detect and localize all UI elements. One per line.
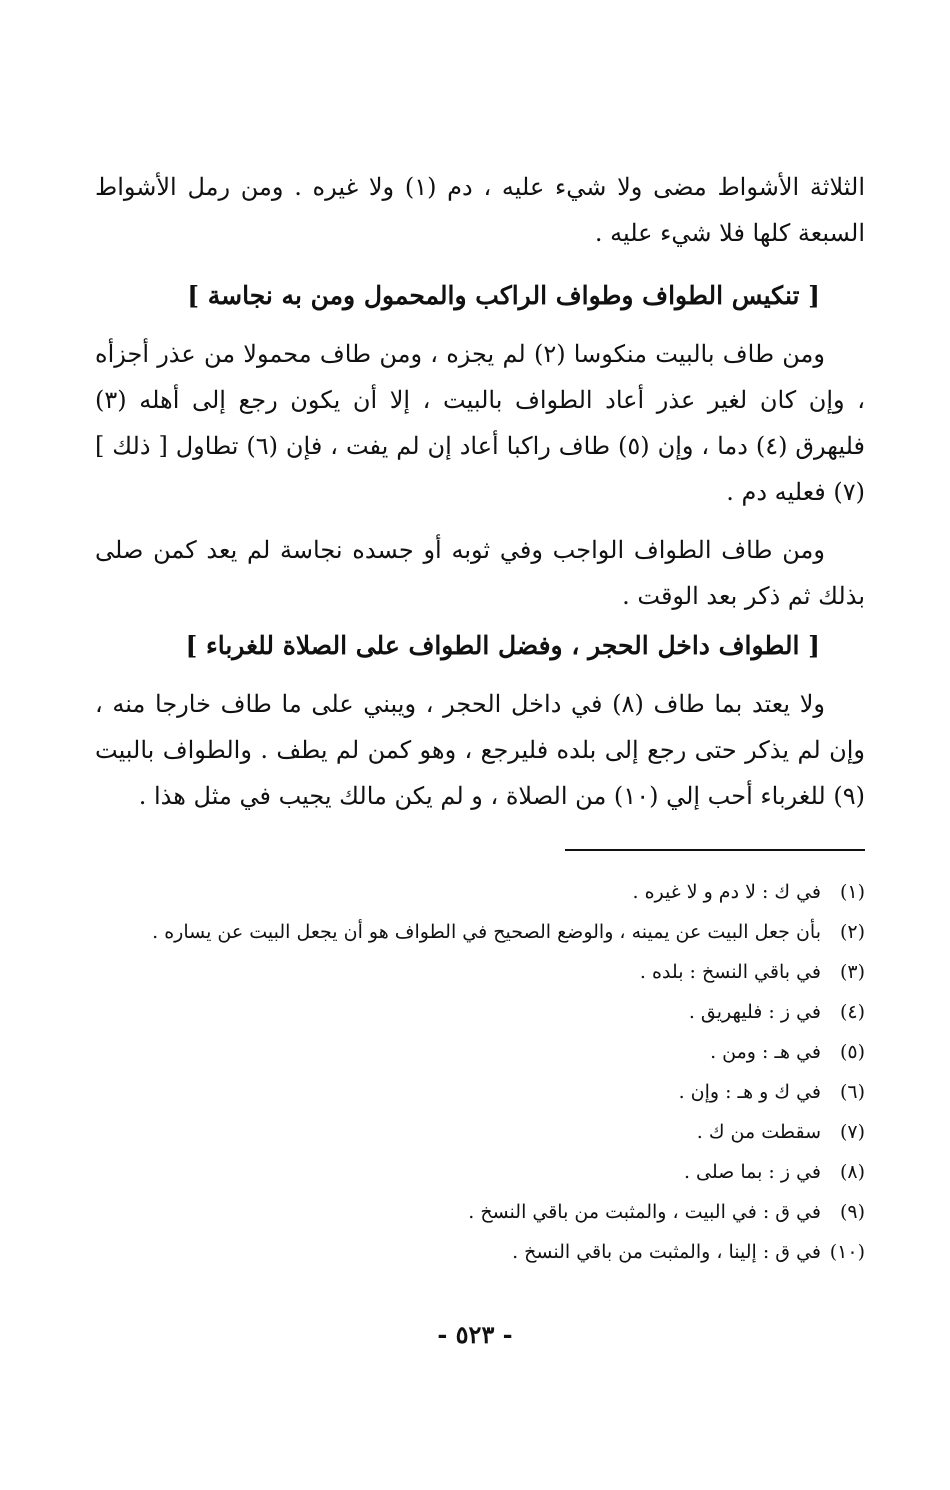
section-heading: [ الطواف داخل الحجر ، وفضل الطواف على الصلاة للغرباء ] — [185, 631, 820, 660]
footnote — [95, 912, 865, 952]
footnote-text: في ق : إلينا ، والمثبت من باقي النسخ . — [512, 1241, 821, 1263]
section-heading: [ تنكيس الطواف وطواف الراكب والمحمول ومن به نجاسة ] — [187, 281, 820, 310]
footnote-number: (٩) — [839, 1201, 865, 1223]
body-section-2 — [95, 331, 865, 619]
footnote-text: في ق : في البيت ، والمثبت من باقي النسخ . — [468, 1201, 821, 1223]
footnote-text: في باقي النسخ : بلده . — [639, 961, 821, 983]
footnotes-list — [95, 872, 865, 1272]
footnote-number: (١٠) — [829, 1241, 865, 1263]
footnote — [95, 1192, 865, 1232]
page-number: - ٥٢٣ - — [437, 1320, 513, 1349]
footnote-text: بأن جعل البيت عن يمينه ، والوضع الصحيح في الطواف هو أن يجعل البيت عن يساره . — [152, 921, 821, 943]
footnote-number: (٥) — [839, 1041, 865, 1063]
footnote-text: في ز : بما صلى . — [683, 1161, 821, 1183]
footnote-number: (٦) — [839, 1081, 865, 1103]
footnote-text: في ك و هـ : وإن . — [678, 1081, 821, 1103]
footnote — [95, 1232, 865, 1272]
footnote — [95, 1072, 865, 1112]
footnote — [95, 992, 865, 1032]
footnote-number: (٨) — [839, 1161, 865, 1183]
footnote-text: في ز : فليهريق . — [688, 1001, 821, 1023]
footnote — [95, 952, 865, 992]
paragraph: ومن طاف الطواف الواجب وفي ثوبه أو جسده نجاسة لم يعد كمن صلى بذلك ثم ذكر بعد الوقت . — [95, 536, 865, 610]
footnote-number: (٤) — [839, 1001, 865, 1023]
footnote-text: سقطت من ك . — [696, 1121, 821, 1143]
body-section-1 — [95, 164, 865, 256]
paragraph: الثلاثة الأشواط مضى ولا شيء عليه ، دم (١) ولا غيره . ومن رمل الأشواط السبعة كلها فلا شيء عليه . — [95, 173, 865, 247]
footnote — [95, 1032, 865, 1072]
footnote-divider — [565, 849, 865, 851]
footnote-text: في ك : لا دم و لا غيره . — [632, 881, 821, 903]
footnote-number: (٣) — [839, 961, 865, 983]
footnote-number: (١) — [839, 881, 865, 903]
paragraph: ولا يعتد بما طاف (٨) في داخل الحجر ، ويبني على ما طاف خارجا منه ، وإن لم يذكر حتى رجع إلى بلده فليرجع ، وهو كمن لم يطف . والطواف بالبيت (٩) للغرباء أحب إلي (١٠) من الصلاة ، و لم يكن مالك يجيب في مثل هذا . — [95, 690, 866, 810]
body-section-3 — [95, 681, 865, 819]
footnote-number: (٢) — [839, 921, 865, 943]
footnote — [95, 1112, 865, 1152]
footnote-text: في هـ : ومن . — [710, 1041, 821, 1063]
footnote — [95, 1152, 865, 1192]
footnote-number: (٧) — [839, 1121, 865, 1143]
footnote — [95, 872, 865, 912]
paragraph: ومن طاف بالبيت منكوسا (٢) لم يجزه ، ومن طاف محمولا من عذر أجزأه ، وإن كان لغير عذر أعاد الطواف بالبيت ، إلا أن يكون رجع إلى أهله (٣) فليهرق (٤) دما ، وإن (٥) طاف راكبا أعاد إن لم يفت ، فإن (٦) تطاول [ ذلك ] (٧) فعليه دم . — [95, 340, 865, 506]
